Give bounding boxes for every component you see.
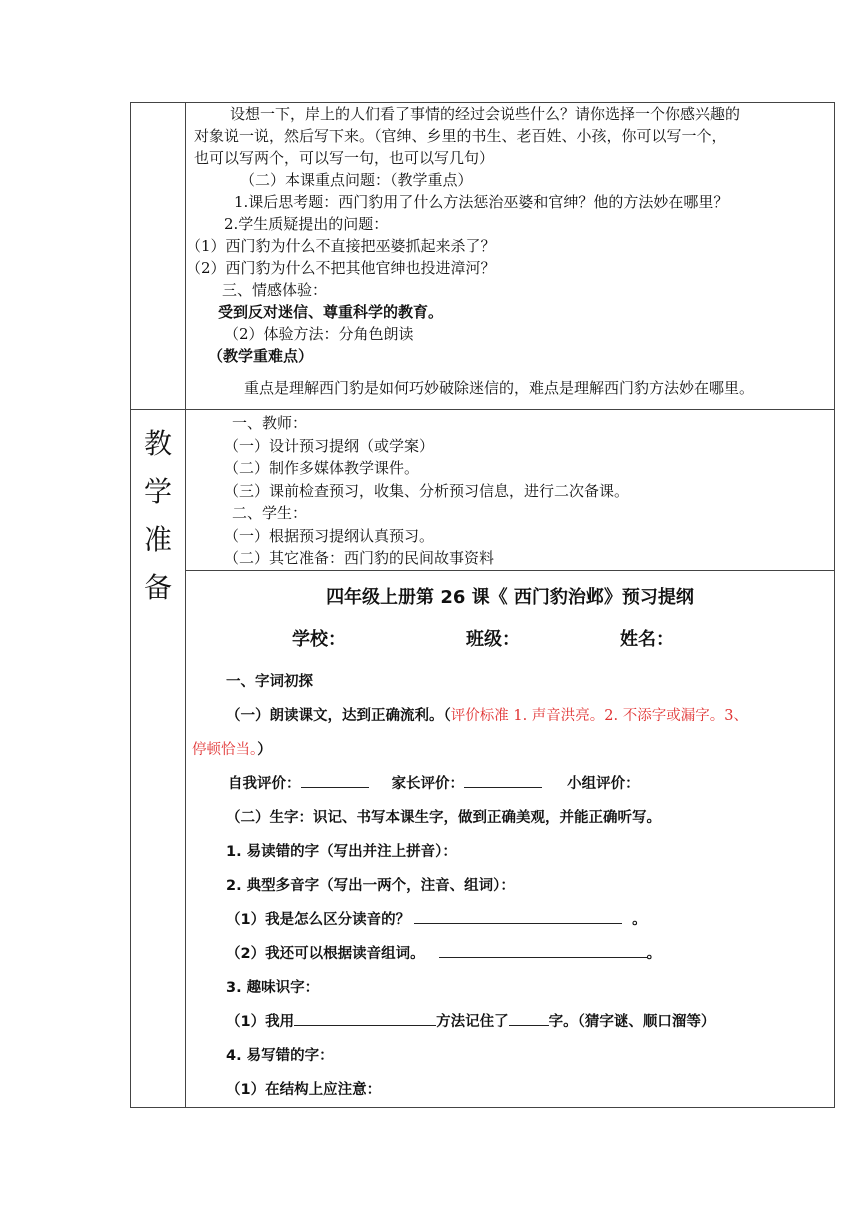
section-heading: （二）本课重点问题：（教学重点） bbox=[240, 171, 473, 189]
emotion-goal: 受到反对迷信、尊重科学的教育。 bbox=[218, 303, 444, 321]
sub-question: （1）我是怎么区分读音的？ 。 bbox=[186, 903, 834, 937]
parent-eval-label: 家长评价： bbox=[391, 776, 465, 792]
school-field-label: 学校： bbox=[292, 629, 346, 650]
list-item: （二）其它准备：西门豹的民间故事资料 bbox=[224, 549, 495, 567]
teaching-prep-label: 教 学 准 备 bbox=[143, 427, 172, 604]
sub-question: （2）我还可以根据读音组词。 。 bbox=[186, 937, 834, 971]
sub-question: （1）我用 方法记住了 字。（猜字谜、顺口溜等） bbox=[186, 1005, 834, 1039]
parent-eval-blank[interactable] bbox=[464, 773, 542, 788]
text-line: 设想一下，岸上的人们看了事情的经过会说些什么？请你选择一个你感兴趣的 bbox=[230, 105, 741, 123]
question-item: 4. 易写错的字： bbox=[226, 1048, 334, 1064]
question-item: 2. 典型多音字（写出一两个，注音、组词）： bbox=[226, 878, 515, 894]
name-field-label: 姓名： bbox=[620, 629, 674, 650]
question-item: 1. 易读错的字（写出并注上拼音）： bbox=[226, 844, 457, 860]
evaluation-criteria: 评价标准 1. 声音洪亮。2. 不添字或漏字。3、 bbox=[450, 708, 748, 724]
text-line: 对象说一说，然后写下来。（官绅、乡里的书生、老百姓、小孩，你可以写一个， bbox=[194, 127, 727, 145]
list-item: （一）根据预习提纲认真预习。 bbox=[224, 526, 435, 545]
teaching-prep-label-cell bbox=[131, 410, 186, 1108]
text-line: （2）体验方法：分角色朗读 bbox=[224, 325, 414, 343]
question-item: 3. 趣味识字： bbox=[226, 980, 320, 996]
student-info-fields bbox=[186, 627, 834, 653]
teaching-focus-cell bbox=[186, 103, 835, 410]
question-item: （2）西门豹为什么不把其他官绅也投进漳河？ bbox=[186, 259, 496, 277]
preview-outline-cell bbox=[186, 571, 835, 1108]
teaching-prep-cell bbox=[186, 410, 835, 571]
answer-blank[interactable] bbox=[414, 909, 622, 924]
group-eval-label: 小组评价： bbox=[567, 776, 640, 792]
text-line: 1.课后思考题：西门豹用了什么方法惩治巫婆和官绅？他的方法妙在哪里？ bbox=[234, 193, 729, 211]
section-heading: 二、学生： bbox=[232, 504, 308, 522]
reading-task: （一）朗读课文，达到正确流利。（评价标准 1. 声音洪亮。2. 不添字或漏字。3、 bbox=[226, 708, 748, 724]
text-line: 也可以写两个，可以写一句，也可以写几句） bbox=[194, 149, 495, 167]
upper-label-cell bbox=[131, 103, 186, 410]
evaluation-row bbox=[186, 767, 834, 801]
section-heading: （教学重难点） bbox=[208, 347, 314, 365]
outline-title: 四年级上册第 26 课《 西门豹治邺》预习提纲 bbox=[326, 587, 694, 608]
text-line: 2.学生质疑提出的问题： bbox=[224, 215, 389, 233]
list-item: （二）制作多媒体教学课件。 bbox=[224, 459, 420, 477]
answer-blank[interactable] bbox=[509, 1011, 549, 1026]
section-heading: 三、情感体验： bbox=[222, 281, 328, 299]
section-heading: 一、字词初探 bbox=[226, 674, 313, 690]
self-eval-blank[interactable] bbox=[301, 773, 369, 788]
answer-blank[interactable] bbox=[439, 943, 647, 958]
sub-question: （1）在结构上应注意： bbox=[226, 1082, 382, 1098]
list-item: （一）设计预习提纲（或学案） bbox=[224, 436, 435, 455]
list-item: （三）课前检查预习，收集、分析预习信息，进行二次备课。 bbox=[224, 481, 630, 500]
reading-task-cont: 停顿恰当。） bbox=[192, 742, 272, 758]
new-characters-task: （二）生字：识记、书写本课生字，做到正确美观，并能正确听写。 bbox=[226, 810, 661, 826]
text-line: 重点是理解西门豹是如何巧妙破除迷信的，难点是理解西门豹方法妙在哪里。 bbox=[244, 379, 755, 397]
class-field-label: 班级： bbox=[466, 629, 520, 650]
answer-blank[interactable] bbox=[294, 1011, 436, 1026]
section-heading: 一、教师： bbox=[232, 414, 308, 432]
question-item: （1）西门豹为什么不直接把巫婆抓起来杀了？ bbox=[186, 237, 496, 255]
lesson-plan-table bbox=[130, 102, 835, 1108]
self-eval-label: 自我评价： bbox=[228, 776, 301, 792]
